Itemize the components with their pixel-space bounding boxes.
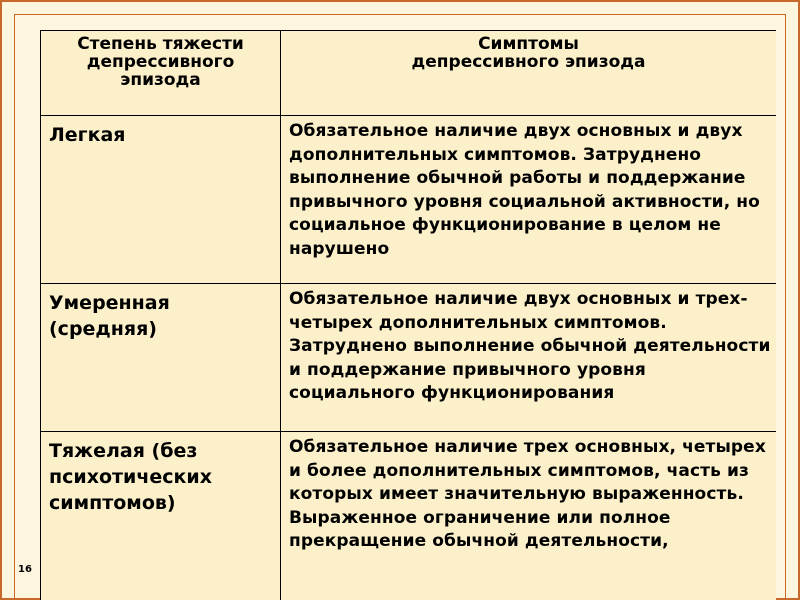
severity-cell: Легкая	[41, 116, 281, 284]
severity-cell: Умеренная (средняя)	[41, 284, 281, 432]
table-row	[41, 116, 777, 284]
page-number: 16	[18, 564, 32, 575]
symptoms-cell: Обязательное наличие двух основных и трех-четырех дополнительных симптомов. Затруднено выполнение обычной деятельности и поддержание привычного уровня социального функционирования	[281, 284, 777, 432]
symptoms-cell: Обязательное наличие двух основных и двух дополнительных симптомов. Затруднено выполнение обычной работы и поддержание привычного уровня социальной активности, но социальное функционирование в целом не нарушено	[281, 116, 777, 284]
severity-table-container	[40, 30, 776, 600]
header-symptoms-text: Симптомы депрессивного эпизода	[411, 34, 646, 72]
header-symptoms	[281, 31, 777, 116]
table-row	[41, 284, 777, 432]
symptoms-cell: Обязательное наличие трех основных, четырех и более дополнительных симптомов, часть из которых имеет значительную выраженность. Выраженное ограничение или полное прекращение обычной деятельности,	[281, 432, 777, 600]
severity-table	[40, 30, 776, 600]
severity-cell: Тяжелая (без психотических симптомов)	[41, 432, 281, 600]
table-row	[41, 432, 777, 600]
header-severity: Степень тяжести депрессивного эпизода	[41, 31, 281, 116]
table-header-row	[41, 31, 777, 116]
